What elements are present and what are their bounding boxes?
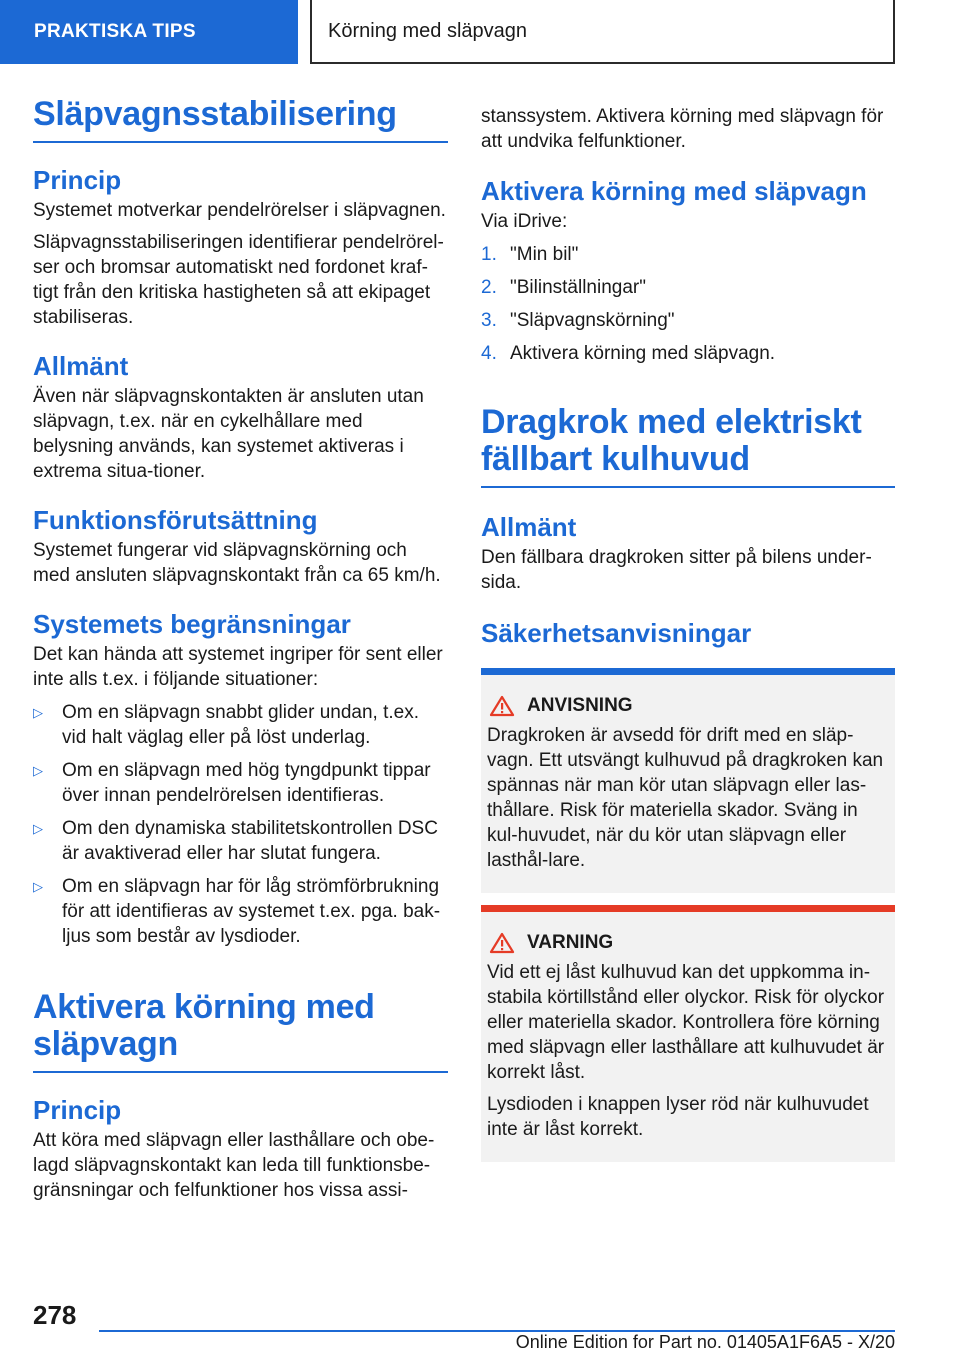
list-item: ▷ Om en släpvagn har för låg strömförbrukning för att identifieras av systemet t.ex. pga. bak-ljus som består av lysdioder. [33, 876, 441, 947]
list-item: 1. "Min bil" [481, 244, 579, 265]
heading-sakerhetsanvisningar: Säkerhetsanvisningar [481, 618, 752, 648]
heading-funktionsforutsattning: Funktionsförutsättning [33, 505, 318, 535]
continued-text: stanssystem. Aktivera körning med släpvagn för att undvika felfunktioner. [481, 106, 884, 152]
heading-begransningar: Systemets begränsningar [33, 609, 351, 639]
footer-edition: Online Edition for Part no. 01405A1F6A5 - X/20 [515, 1332, 895, 1352]
steps-list [481, 242, 895, 366]
warning-triangle-icon [489, 932, 515, 954]
heading-dragkrok: Dragkrok med elektriskt fällbart kulhuvud [481, 404, 895, 488]
list-item: ▷ Om den dynamiska stabilitetskontrollen DSC är avaktiverad eller har slutat fungera. [33, 818, 438, 864]
notice-text: Dragkroken är avsedd för drift med en släp-vagn. Ett utsvängt kulhuvud på dragkroken kan spännas när man kör utan släpvagn eller las-thållare. Risk för materiella skador. Sväng in kul-huvudet, när du kör utan släpvagn eller lasthål-lare. [487, 725, 884, 871]
triangle-bullet-icon: ▷ [33, 705, 43, 720]
heading-allmant: Allmänt [33, 351, 129, 381]
list-item: ▷ Om en släpvagn med hög tyngdpunkt tippar över innan pendelrörelsen identifieras. [33, 760, 431, 806]
page-number: 278 [33, 1300, 77, 1330]
allmant-text: Även när släpvagnskontakten är ansluten utan släpvagn, t.ex. när en cykelhållare med belysning används, kan systemet aktiveras i extrema situa-tioner. [33, 386, 424, 482]
princip-text-1: Systemet motverkar pendelrörelser i släpvagnen. [33, 200, 446, 221]
warning-title: VARNING [489, 932, 887, 954]
list-item: ▷ Om en släpvagn snabbt glider undan, t.ex. vid halt väglag eller på löst underlag. [33, 702, 420, 748]
notice-box [481, 668, 895, 893]
list-item: 3. "Släpvagnskörning" [481, 310, 675, 331]
chapter-header [310, 0, 895, 64]
triangle-bullet-icon: ▷ [33, 879, 43, 894]
heading-slapvagnsstabilisering: Släpvagnsstabilisering [33, 96, 448, 143]
list-item: 4. Aktivera körning med släpvagn. [481, 343, 776, 364]
allmant2-text: Den fällbara dragkroken sitter på bilens under-sida. [481, 547, 872, 593]
via-idrive: Via iDrive: [481, 211, 568, 232]
section-tab [0, 0, 298, 64]
heading-aktivera-korning-med-slapvagn: Aktivera körning med släpvagn [481, 176, 867, 206]
princip2-text: Att köra med släpvagn eller lasthållare och obe-lagd släpvagnskontakt kan leda till funktionsbe-gränsningar och felfunktioner hos vissa assi- [33, 1130, 435, 1201]
limitations-list [33, 700, 448, 949]
heading-aktivera-korning: Aktivera körning med släpvagn [33, 989, 448, 1073]
funktion-text: Systemet fungerar vid släpvagnskörning och med ansluten släpvagnskontakt från ca 65 km/h. [33, 540, 441, 586]
chapter-title: Körning med släpvagn [328, 19, 528, 42]
triangle-bullet-icon: ▷ [33, 763, 43, 778]
begransningar-text: Det kan hända att systemet ingriper för sent eller inte alls t.ex. i följande situationer: [33, 644, 443, 690]
heading-princip-2: Princip [33, 1095, 122, 1125]
warning-triangle-icon [489, 695, 515, 717]
triangle-bullet-icon: ▷ [33, 821, 43, 836]
notice-title: ANVISNING [489, 695, 887, 717]
list-item: 2. "Bilinställningar" [481, 277, 646, 298]
heading-allmant-2: Allmänt [481, 512, 577, 542]
section-title: PRAKTISKA TIPS [34, 21, 196, 42]
heading-princip: Princip [33, 165, 122, 195]
warning-box [481, 905, 895, 1162]
princip-text-2: Släpvagnsstabiliseringen identifierar pendelrörel-ser och bromsar automatiskt ned fordonet kraf-tigt från den kritiska hastigheten så att ekipaget stabiliseras. [33, 232, 444, 328]
right-column [481, 96, 895, 1162]
warning-text-2: Lysdioden i knappen lyser röd när kulhuvudet inte är låst korrekt. [487, 1094, 869, 1140]
warning-text-1: Vid ett ej låst kulhuvud kan det uppkomma in-stabila körtillstånd eller olyckor. Risk för olyckor eller materiella skador. Kontrollera före körning med släpvagn eller lasthållare att kulhuvudet är korrekt låst. [487, 962, 885, 1083]
left-column [33, 96, 448, 1203]
